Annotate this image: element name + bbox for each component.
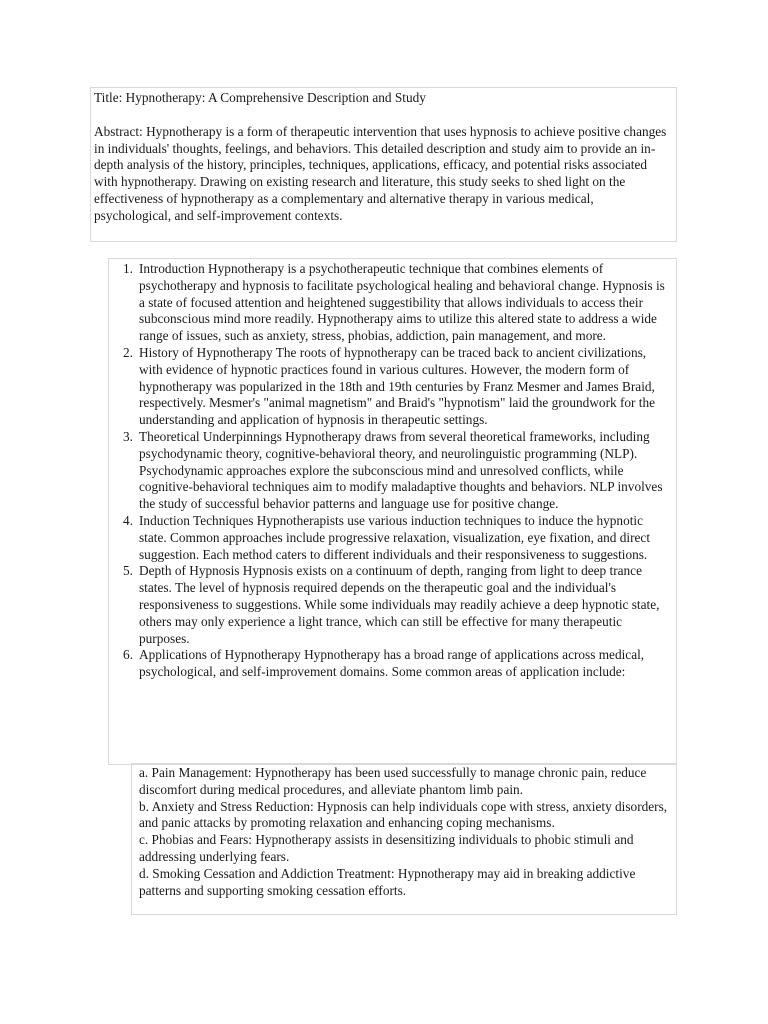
document-abstract: Abstract: Hypnotherapy is a form of therapeutic intervention that uses hypnosis to achieve positive changes in individuals' thoughts, feelings, and behaviors. This detailed description and study aim to provide an in-depth analysis of the history, principles, techniques, applications, efficacy, and potential risks associated with hypnotherapy. Drawing on existing research and literature, this study seeks to shed light on the effectiveness of hypnotherapy as a complementary and alternative therapy in various medical, psychological, and self-improvement contexts.: [94, 123, 667, 223]
list-item-text: Induction Techniques Hypnotherapists use various induction techniques to induce the hypnotic state. Common approaches include progressive relaxation, visualization, eye fixation, and direct suggestion. Each method caters to different individuals and their responsiveness to suggestions.: [139, 512, 651, 562]
list-item: [109, 345, 673, 429]
list-item: [109, 563, 673, 647]
sections-list: [109, 261, 673, 681]
list-item-number: 1.: [123, 261, 133, 276]
list-item-text: History of Hypnotherapy The roots of hypnotherapy can be traced back to ancient civilizations, with evidence of hypnotic practices found in various cultures. However, the modern form of hypnotherapy was popularized in the 18th and 19th centuries by Franz Mesmer and James Braid, respectively. Mesmer's "animal magnetism" and Braid's "hypnotism" laid the groundwork for the understanding and application of hypnosis in therapeutic settings.: [139, 344, 656, 428]
list-item-number: 4.: [123, 512, 133, 528]
list-item: [109, 429, 673, 513]
applications-block: [131, 763, 677, 915]
list-item-text: Depth of Hypnosis Hypnosis exists on a continuum of depth, ranging from light to deep trance states. The level of hypnosis required depends on the therapeutic goal and the individual's responsiveness to suggestions. While some individuals may readily achieve a deep hypnotic state, others may only experience a light trance, which can still be effective for many therapeutic purposes.: [139, 563, 660, 646]
title-abstract-block: [90, 87, 677, 242]
list-item-number: 5.: [123, 563, 133, 579]
list-item-text: Theoretical Underpinnings Hypnotherapy draws from several theoretical frameworks, including psychodynamic theory, cognitive-behavioral theory, and neurolinguistic programming (NLP). Psychodynamic approaches explore the subconscious mind and unresolved conflicts, while cognitive-behavioral techniques aim to modify maladaptive thoughts and behaviors. NLP involves the study of successful behavior patterns and language use for positive change.: [139, 428, 663, 512]
application-item: a. Pain Management: Hypnotherapy has been used successfully to manage chronic pain, reduce discomfort during medical procedures, and alleviate phantom limb pain.: [139, 765, 647, 797]
list-item-text: Applications of Hypnotherapy Hypnotherapy has a broad range of applications across medical, psychological, and self-improvement domains. Some common areas of application include:: [139, 647, 645, 680]
application-item: d. Smoking Cessation and Addiction Treatment: Hypnotherapy may aid in breaking addictive patterns and supporting smoking cessation efforts.: [139, 865, 636, 898]
list-item-number: 6.: [123, 647, 133, 663]
document-title: Title: Hypnotherapy: A Comprehensive Description and Study: [94, 90, 426, 105]
list-item-number: 2.: [123, 344, 133, 360]
list-item-number: 3.: [123, 428, 133, 444]
list-item: [109, 513, 673, 563]
list-item: [109, 647, 673, 681]
list-item-text: Introduction Hypnotherapy is a psychotherapeutic technique that combines elements of psychotherapy and hypnosis to facilitate psychological healing and behavioral change. Hypnosis is a state of focused attention and heightened suggestibility that allows individuals to access their subconscious mind more readily. Hypnotherapy aims to utilize this altered state to address a wide range of issues, such as anxiety, stress, phobias, addiction, pain management, and more.: [139, 261, 665, 344]
sections-block: [108, 258, 677, 765]
application-item: c. Phobias and Fears: Hypnotherapy assists in desensitizing individuals to phobic stimuli and addressing underlying fears.: [139, 832, 634, 864]
list-item: [109, 261, 673, 345]
application-item: b. Anxiety and Stress Reduction: Hypnosis can help individuals cope with stress, anxiety disorders, and panic attacks by promoting relaxation and enhancing coping mechanisms.: [139, 798, 668, 831]
